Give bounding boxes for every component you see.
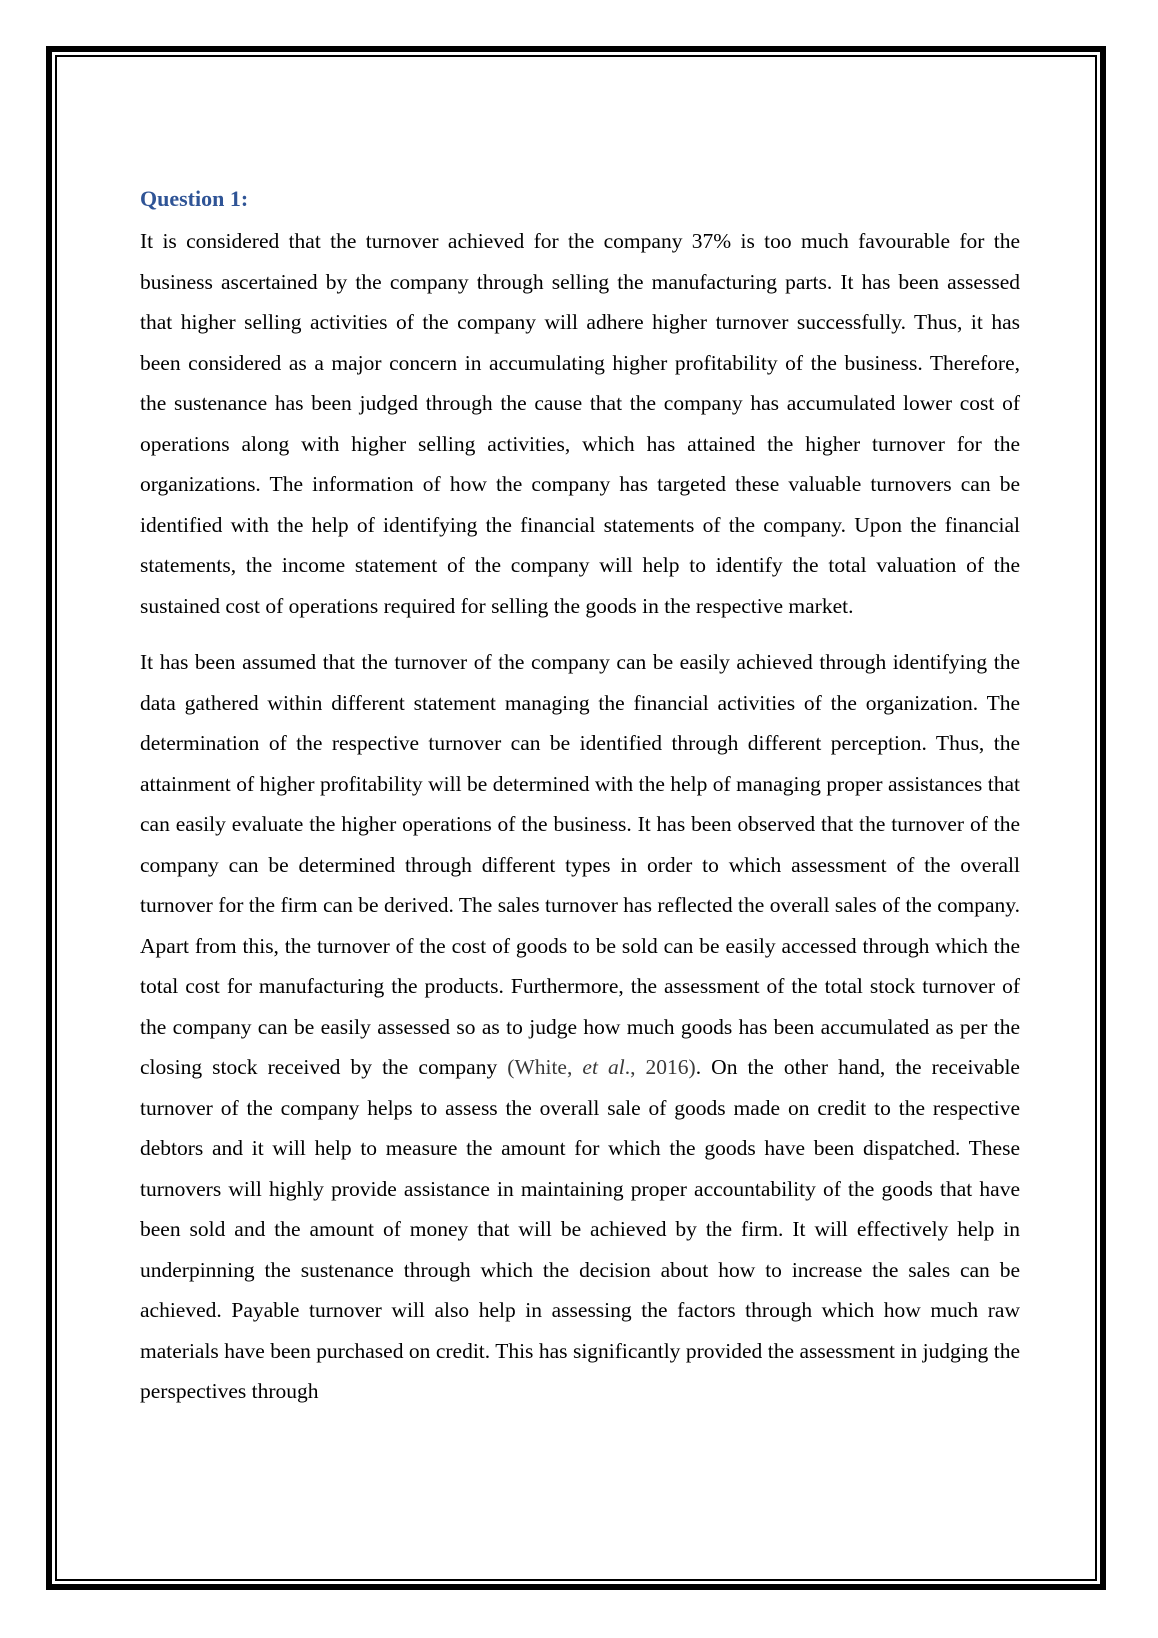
paragraph-2-text-end: . On the other hand, the receivable turnover of the company helps to assess the overall sale of goods made on credit to the respective debtors and it will help to measure the amount for which the goods have been dispatched. These turnovers will highly provide assistance in maintaining proper accountability of the goods that have been sold and the amount of money that will be achieved by the firm. It will effectively help in underpinning the sustenance through which the decision about how to increase the sales can be achieved. Payable turnover will also help in assessing the factors through which how much raw materials have been purchased on credit. This has significantly provided the assessment in judging the perspectives through xyxy=(140,1055,1020,1403)
paragraph-2-text-start: It has been assumed that the turnover of the company can be easily achieved through identifying the data gathered within different statement managing the financial activities of the organization. The determination of the respective turnover can be identified through different perception. Thus, the attainment of higher profitability will be determined with the help of managing proper assistances that can easily evaluate the higher operations of the business. It has been observed that the turnover of the company can be determined through different types in order to which assessment of the overall turnover for the firm can be derived. The sales turnover has reflected the overall sales of the company. Apart from this, the turnover of the cost of goods to be sold can be easily accessed through which the total cost for manufacturing the products. Furthermore, the assessment of the total stock turnover of the company can be easily assessed so as to judge how much goods has been accumulated as per the closing stock received by the company xyxy=(140,650,1020,1079)
question-heading: Question 1: xyxy=(140,186,249,211)
document-body xyxy=(140,185,1020,1412)
paragraph-2 xyxy=(140,642,1020,1412)
paragraph-1: It is considered that the turnover achieved for the company 37% is too much favourable for the business ascertained by the company through selling the manufacturing parts. It has been assessed that higher selling activities of the company will adhere higher turnover successfully. Thus, it has been considered as a major concern in accumulating higher profitability of the business. Therefore, the sustenance has been judged through the cause that the company has accumulated lower cost of operations along with higher selling activities, which has attained the higher turnover for the organizations. The information of how the company has targeted these valuable turnovers can be identified with the help of identifying the financial statements of the company. Upon the financial statements, the income statement of the company will help to identify the total valuation of the sustained cost of operations required for selling the goods in the respective market. xyxy=(140,229,1020,618)
citation xyxy=(507,1055,695,1079)
citation-etal: et al xyxy=(582,1055,625,1079)
citation-author: (White, xyxy=(507,1055,583,1079)
citation-year: ., 2016) xyxy=(624,1055,696,1079)
